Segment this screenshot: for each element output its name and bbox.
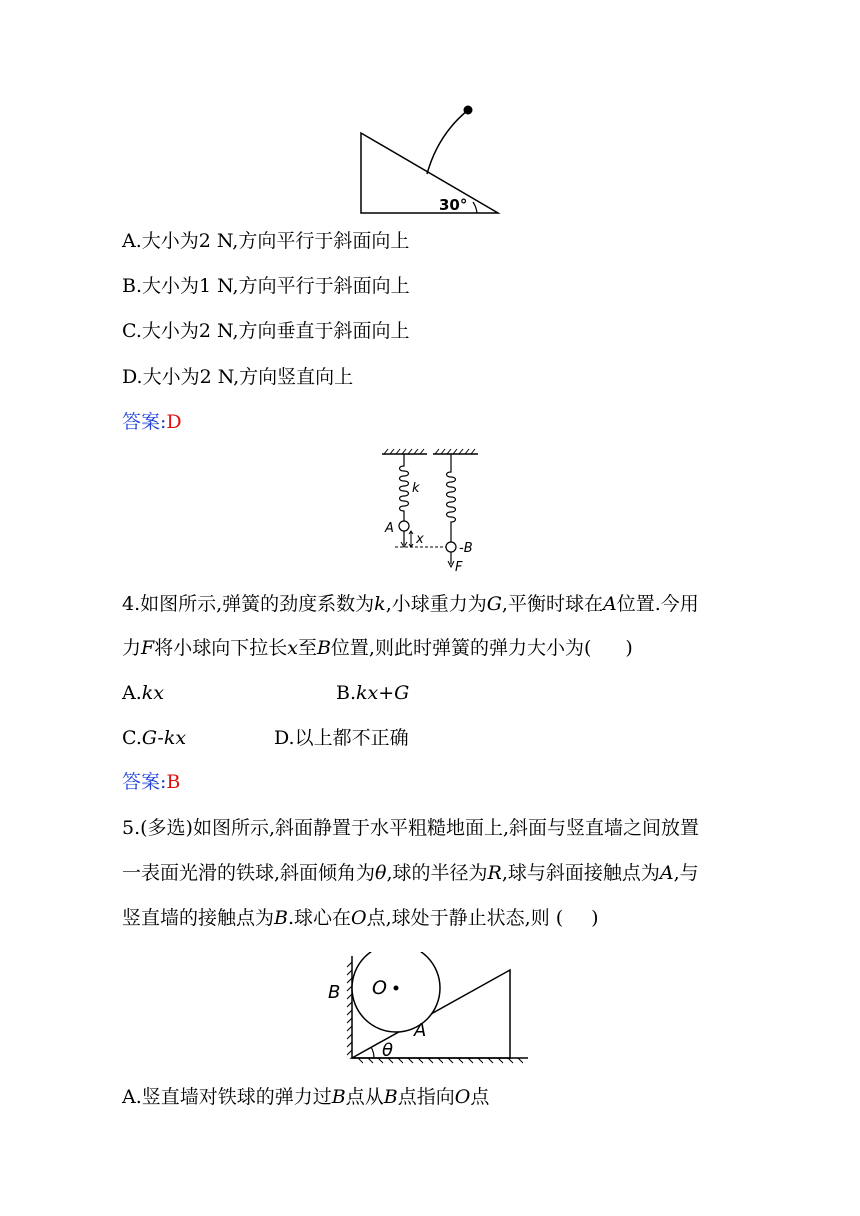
point-b-label: B [328,982,341,1003]
ball-center [394,986,399,991]
q4-answer [122,770,180,794]
rope [427,110,468,174]
q5-stem-line2: 一表面光滑的铁球,斜面倾角为θ,球的半径为R,球与斜面接触点为A,与 [122,862,699,884]
force-label: F [455,560,463,574]
q4-stem-line2: 力F将小球向下拉长x至B位置,则此时弹簧的弹力大小为( ) [122,637,633,659]
center-label: O [372,977,387,999]
incline-rope-figure [355,100,505,220]
spring-left [400,454,409,521]
q3-option-d: D.大小为2 N,方向竖直向上 [122,366,354,388]
q3-option-a: A.大小为2 N,方向平行于斜面向上 [122,230,410,252]
ceiling-left [382,449,427,454]
answer-label: 答案: [122,411,167,433]
ball-wall-incline-figure [322,952,534,1066]
q3-option-c: C.大小为2 N,方向垂直于斜面向上 [122,320,410,342]
answer-value: D [166,411,182,433]
answer-label: 答案: [122,771,167,793]
angle-label: θ [382,1040,394,1061]
ceiling-right [433,449,478,454]
q4-option-c: C.G-kx [122,727,187,749]
q3-option-b: B.大小为1 N,方向平行于斜面向上 [122,275,410,297]
point-b-label: -B [459,541,473,556]
point-a-label: A [385,521,394,536]
angle-arc [371,1047,374,1058]
spring-constant-label: k [412,481,420,496]
angle-arc [473,202,477,213]
q5-stem-line3: 竖直墙的接触点为B.球心在O点,球处于静止状态,则 ( ) [122,907,599,929]
q5-stem-line1: 5.(多选)如图所示,斜面静置于水平粗糙地面上,斜面与竖直墙之间放置 [122,817,700,839]
incline-triangle [361,133,498,213]
wall [347,956,352,1058]
angle-label: 30° [439,196,468,214]
displacement-label: x [416,532,424,547]
point-a-label: A [414,1020,427,1041]
q5-option-a: A.竖直墙对铁球的弹力过B点从B点指向O点 [122,1086,490,1108]
q4-stem-line1: 4.如图所示,弹簧的劲度系数为k,小球重力为G,平衡时球在A位置.今用 [122,593,699,615]
spring-right [447,454,456,542]
q3-answer [122,410,182,434]
q4-option-a: A.kx [122,682,164,704]
iron-ball [352,952,440,1032]
spring-figure [375,446,485,574]
answer-value: B [166,771,181,793]
ball-b [446,542,456,552]
ball [464,106,473,115]
q4-option-d: D.以上都不正确 [274,727,409,749]
ball-a [399,521,409,531]
q4-option-b: B.kx+G [336,682,410,704]
